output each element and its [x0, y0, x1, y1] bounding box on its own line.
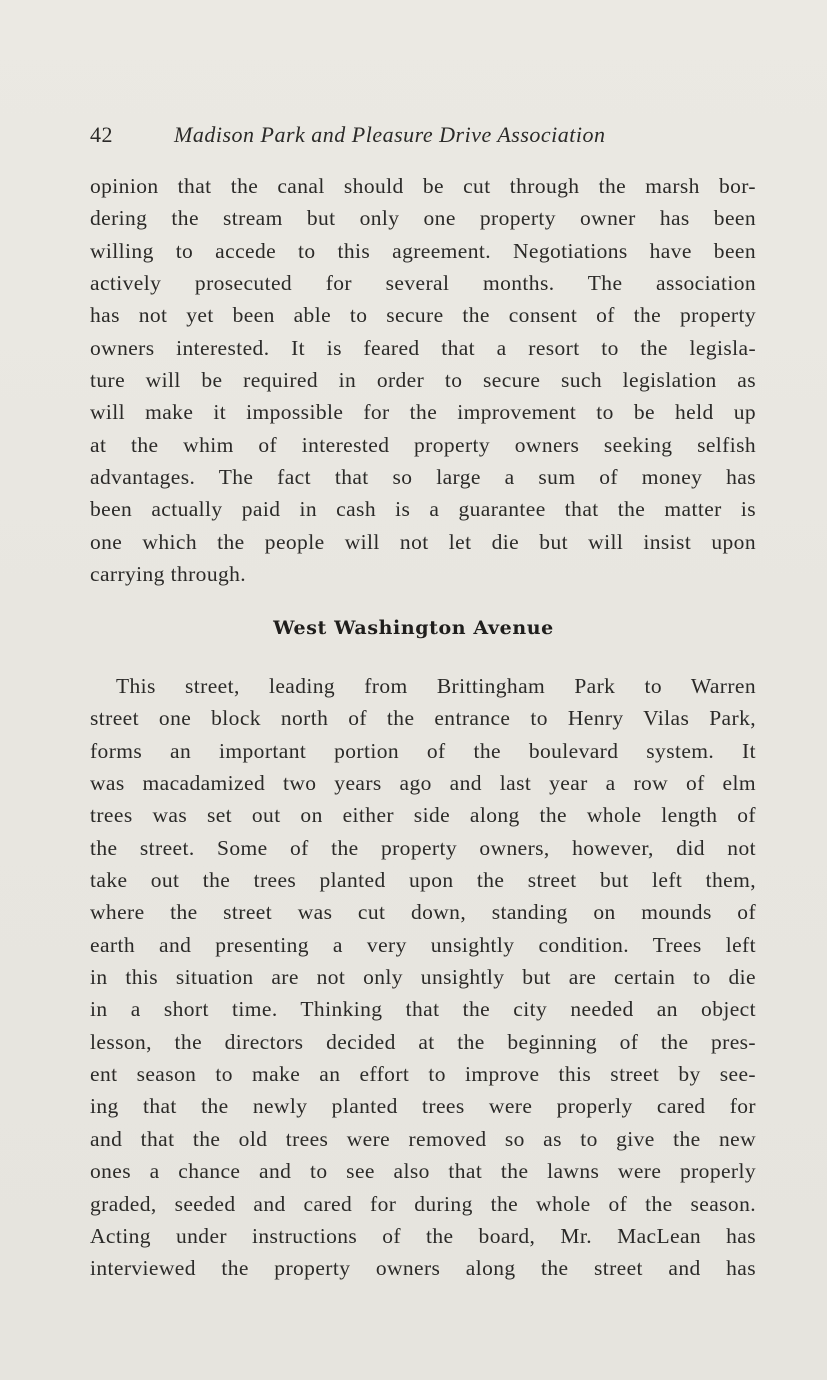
text-line: and that the old trees were removed so as to give the new — [90, 1126, 756, 1151]
paragraph-canal — [90, 170, 756, 590]
text-line: has not yet been able to secure the consent of the property — [90, 303, 756, 328]
text-line: forms an important portion of the boulevard system. It — [90, 738, 756, 763]
text-line: owners interested. It is feared that a resort to the legisla- — [90, 335, 756, 360]
text-line: trees was set out on either side along the whole length of — [90, 803, 756, 828]
text-line: interviewed the property owners along the street and has — [90, 1256, 756, 1281]
running-title: Madison Park and Pleasure Drive Association — [174, 122, 606, 147]
text-line: ing that the newly planted trees were properly cared for — [90, 1094, 756, 1119]
text-line: Acting under instructions of the board, Mr. MacLean has — [90, 1223, 756, 1248]
text-line: willing to accede to this agreement. Negotiations have been — [90, 238, 756, 263]
text-line: actively prosecuted for several months. The association — [90, 271, 756, 296]
text-line: advantages. The fact that so large a sum of money has — [90, 465, 756, 490]
page-number: 42 — [90, 122, 113, 147]
text-line: ones a chance and to see also that the lawns were properly — [90, 1159, 756, 1184]
running-head — [90, 120, 690, 150]
text-line: carrying through. — [90, 562, 247, 587]
text-line: opinion that the canal should be cut through the marsh bor- — [90, 174, 756, 198]
text-line: at the whim of interested property owners seeking selfish — [90, 432, 756, 457]
text-line: lesson, the directors decided at the beginning of the pres- — [90, 1029, 756, 1054]
text-line: in a short time. Thinking that the city needed an object — [90, 997, 756, 1022]
text-line: street one block north of the entrance to Henry Vilas Park, — [90, 706, 756, 731]
text-line: This street, leading from Brittingham Park to Warren — [116, 674, 756, 698]
paragraph-west-washington — [90, 670, 756, 1285]
text-line: in this situation are not only unsightly but are certain to die — [90, 965, 756, 990]
text-line: graded, seeded and cared for during the whole of the season. — [90, 1191, 756, 1216]
text-line: earth and presenting a very unsightly condition. Trees left — [90, 932, 756, 957]
text-line: one which the people will not let die but will insist upon — [90, 529, 756, 554]
text-line: where the street was cut down, standing on mounds of — [90, 900, 756, 925]
section-heading: West Washington Avenue — [273, 617, 554, 639]
text-line: ture will be required in order to secure such legislation as — [90, 368, 756, 393]
text-line: the street. Some of the property owners, however, did not — [90, 835, 756, 860]
text-line: take out the trees planted upon the street but left them, — [90, 868, 756, 893]
text-line: was macadamized two years ago and last year a row of elm — [90, 771, 756, 796]
text-line: dering the stream but only one property owner has been — [90, 206, 756, 231]
text-line: been actually paid in cash is a guarantee that the matter is — [90, 497, 756, 522]
text-line: will make it impossible for the improvement to be held up — [90, 400, 756, 425]
text-line: ent season to make an effort to improve this street by see- — [90, 1062, 756, 1087]
